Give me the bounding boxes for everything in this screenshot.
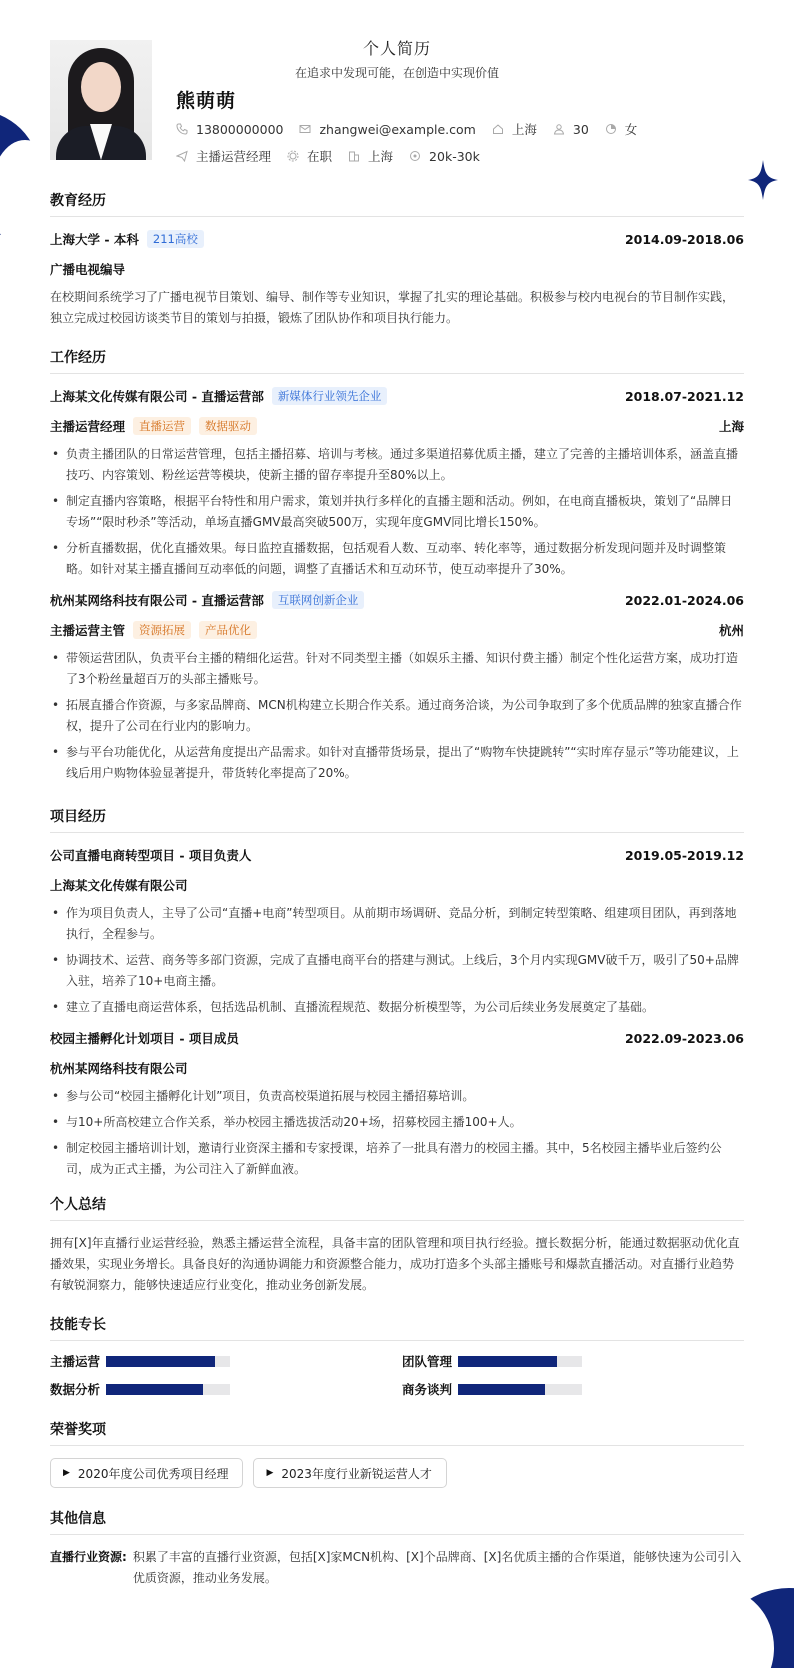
list-item: • 制定校园主播培训计划，邀请行业资深主播和专家授课，培养了一批具有潜力的校园主播。其中，5名校园主播毕业后签约公司，成为正式主播，为公司注入了新鲜血液。 (50, 1138, 744, 1180)
list-item: • 负责主播团队的日常运营管理，包括主播招募、培训与考核。通过多渠道招募优质主播，建立了完善的主播培训体系，涵盖直播技巧、内容策划、粉丝运营等模块，使新主播的留存率提升至80%以上。 (50, 444, 744, 486)
summary-text: 拥有[X]年直播行业运营经验，熟悉主播运营全流程，具备丰富的团队管理和项目执行经验。擅长数据分析，能通过数据驱动优化直播效果，实现业务增长。具备良好的沟通协调能力和资源整合能力，成功打造多个头部主播账号和爆款直播活动。对直播行业趋势有敏锐洞察力，能够快速适应行业变化，推动业务创新发展。 (50, 1236, 740, 1292)
role-row (50, 620, 744, 640)
candidate-name: 熊萌萌 (176, 90, 237, 112)
skill-bar (106, 1356, 230, 1367)
education-date: 2014.09-2018.06 (624, 231, 744, 247)
salary-value: 20k-30k (429, 148, 480, 164)
other-info-key: 直播行业资源: (50, 1550, 127, 1564)
project-name: 公司直播电商转型项目 - 项目负责人 (50, 848, 252, 863)
school-tag: 211高校 (147, 230, 204, 248)
resume-content (50, 190, 744, 1589)
phone-icon (176, 123, 188, 135)
triangle-icon: ▶ (266, 1468, 274, 1478)
position-value: 主播运营经理 (196, 149, 272, 164)
awards-section (50, 1419, 744, 1488)
job-city: 上海 (718, 419, 744, 434)
skill-item (402, 1353, 744, 1369)
job-city: 杭州 (718, 623, 744, 638)
project-head (50, 845, 744, 865)
role-tag: 数据驱动 (199, 417, 257, 435)
job-intent-row (176, 147, 496, 165)
role-name: 主播运营经理 (50, 419, 126, 434)
award-badge (253, 1458, 446, 1488)
target-city-info (348, 147, 393, 165)
resume-header (0, 0, 794, 190)
section-title: 项目经历 (50, 806, 744, 833)
list-item: • 参与平台功能优化，从运营角度提出产品需求。如针对直播带货场景，提出了“购物车快捷跳转”“实时库存显示”等功能建议，上线后用户购物体验显著提升，带货转化率提高了20%。 (50, 742, 744, 784)
project-head (50, 1028, 744, 1048)
gender-info (605, 120, 638, 138)
section-title: 技能专长 (50, 1314, 744, 1341)
education-entry-head (50, 229, 744, 249)
project-name: 校园主播孵化计划项目 - 项目成员 (50, 1031, 239, 1046)
job-date: 2022.01-2024.06 (624, 592, 744, 608)
list-item: • 参与公司“校园主播孵化计划”项目，负责高校渠道拓展与校园主播招募培训。 (50, 1086, 744, 1107)
document-title: 个人简历 (362, 39, 431, 58)
document-subtitle: 在追求中发现可能，在创造中实现价值 (294, 66, 499, 80)
list-item: • 协调技术、运营、商务等多部门资源，完成了直播电商平台的搭建与测试。上线后，3个月内实现GMV破千万，吸引了50+品牌入驻，培养了10+电商主播。 (50, 950, 744, 992)
job-entry (50, 386, 744, 580)
skill-fill (106, 1384, 203, 1395)
section-title: 教育经历 (50, 190, 744, 217)
job-bullets (50, 444, 744, 580)
job-head (50, 386, 744, 406)
major-name: 广播电视编导 (50, 262, 126, 277)
project-company-row (50, 1058, 744, 1078)
phone-info (176, 122, 283, 137)
other-section (50, 1508, 744, 1589)
awards-list (50, 1458, 744, 1488)
mail-icon (299, 123, 311, 135)
list-item: • 建立了直播电商运营体系，包括选品机制、直播流程规范、数据分析模型等，为公司后续业务发展奠定了基础。 (50, 997, 744, 1018)
school-name: 上海大学 - 本科 (50, 232, 139, 247)
section-title: 个人总结 (50, 1194, 744, 1221)
role-tag: 直播运营 (133, 417, 191, 435)
email-value: zhangwei@example.com (319, 121, 476, 137)
section-title: 其他信息 (50, 1508, 744, 1535)
skill-fill (106, 1356, 215, 1367)
project-company-row (50, 875, 744, 895)
job-entry (50, 590, 744, 784)
work-section (50, 347, 744, 784)
send-icon (176, 150, 188, 162)
project-company: 上海某文化传媒有限公司 (50, 878, 188, 893)
list-item: • 拓展直播合作资源，与多家品牌商、MCN机构建立长期合作关系。通过商务洽谈，为公司争取到了多个优质品牌的独家直播合作权，提升了公司在行业内的影响力。 (50, 695, 744, 737)
role-name: 主播运营主管 (50, 623, 126, 638)
gender-icon (605, 123, 617, 135)
project-entry (50, 845, 744, 1018)
skill-fill (458, 1384, 545, 1395)
list-item: • 分析直播数据，优化直播效果。每日监控直播数据，包括观看人数、互动率、转化率等，通过数据分析发现问题并及时调整策略。如针对某主播直播间互动率低的问题，调整了直播话术和互动环节，使互动率提升了30%。 (50, 538, 744, 580)
company-tag: 新媒体行业领先企业 (272, 387, 388, 405)
project-date: 2019.05-2019.12 (624, 847, 744, 863)
role-row (50, 416, 744, 436)
person-icon (553, 123, 565, 135)
location-value: 上海 (511, 122, 537, 137)
skills-grid (50, 1353, 744, 1397)
project-bullets (50, 903, 744, 1018)
skill-fill (458, 1356, 557, 1367)
role-tag: 资源拓展 (133, 621, 191, 639)
skill-bar (106, 1384, 230, 1395)
coin-icon (409, 150, 421, 162)
skill-bar (458, 1356, 582, 1367)
award-label: 2020年度公司优秀项目经理 (77, 1466, 229, 1481)
other-info-value: 积累了丰富的直播行业资源，包括[X]家MCN机构、[X]个品牌商、[X]名优质主播的合作渠道，能够快速为公司引入优质资源，推动业务发展。 (132, 1550, 742, 1585)
major-row (50, 259, 744, 279)
job-bullets (50, 648, 744, 784)
skill-name: 商务谈判 (402, 1382, 453, 1397)
gear-icon (287, 150, 299, 162)
location-info (492, 120, 537, 138)
job-date: 2018.07-2021.12 (624, 388, 744, 404)
triangle-icon: ▶ (63, 1468, 70, 1478)
education-section (50, 190, 744, 329)
skill-name: 主播运营 (50, 1354, 101, 1369)
email-info (299, 122, 475, 137)
skill-item (402, 1381, 744, 1397)
skill-item (50, 1353, 402, 1369)
company-name: 杭州某网络科技有限公司 - 直播运营部 (50, 593, 264, 608)
list-item: • 作为项目负责人，主导了公司“直播+电商”转型项目。从前期市场调研、竞品分析，到制定转型策略、组建项目团队，再到落地执行，全程参与。 (50, 903, 744, 945)
project-entry (50, 1028, 744, 1180)
section-title: 工作经历 (50, 347, 744, 374)
age-value: 30 (572, 121, 589, 137)
project-date: 2022.09-2023.06 (624, 1030, 744, 1046)
list-item: • 带领运营团队，负责平台主播的精细化运营。针对不同类型主播（如娱乐主播、知识付费主播）制定个性化运营方案，成功打造了3个粉丝量超百万的头部主播账号。 (50, 648, 744, 690)
position-info (176, 147, 271, 165)
company-tag: 互联网创新企业 (272, 591, 365, 609)
job-head (50, 590, 744, 610)
project-company: 杭州某网络科技有限公司 (50, 1061, 188, 1076)
project-bullets (50, 1086, 744, 1180)
skill-bar (458, 1384, 582, 1395)
list-item: • 制定直播内容策略，根据平台特性和用户需求，策划并执行多样化的直播主题和活动。例如，在电商直播板块，策划了“品牌日专场”“限时秒杀”等活动，单场直播GMV最高突破500万，实现年度GMV同比增长150%。 (50, 491, 744, 533)
salary-info (409, 149, 480, 164)
skill-name: 数据分析 (50, 1382, 101, 1397)
status-info (287, 147, 332, 165)
projects-section (50, 806, 744, 1180)
phone-value: 13800000000 (196, 121, 284, 137)
status-value: 在职 (307, 149, 333, 164)
skill-item (50, 1381, 402, 1397)
award-badge (50, 1458, 243, 1488)
section-title: 荣誉奖项 (50, 1419, 744, 1446)
company-name: 上海某文化传媒有限公司 - 直播运营部 (50, 389, 264, 404)
summary-section (50, 1194, 744, 1296)
list-item: • 与10+所高校建立合作关系，举办校园主播选拔活动20+场，招募校园主播100+人。 (50, 1112, 744, 1133)
age-info (553, 122, 589, 137)
gender-value: 女 (624, 122, 638, 137)
education-description: 在校期间系统学习了广播电视节目策划、编导、制作等专业知识，掌握了扎实的理论基础。积极参与校内电视台的节目制作实践，独立完成过校园访谈类节目的策划与拍摄，锻炼了团队协作和项目执行能力。 (50, 290, 735, 325)
building-icon (348, 150, 360, 162)
other-info-row (50, 1547, 744, 1589)
home-icon (492, 123, 504, 135)
contact-info-row (176, 120, 653, 138)
skill-name: 团队管理 (402, 1354, 453, 1369)
skills-section (50, 1314, 744, 1397)
target-city-value: 上海 (368, 149, 394, 164)
role-tag: 产品优化 (199, 621, 257, 639)
award-label: 2023年度行业新锐运营人才 (281, 1466, 432, 1481)
